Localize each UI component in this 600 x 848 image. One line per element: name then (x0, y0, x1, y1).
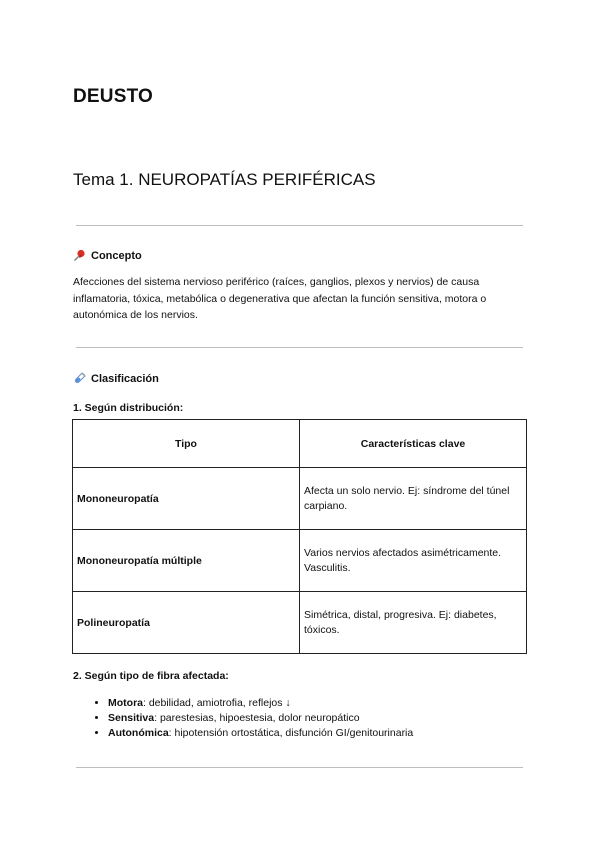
clasificacion-heading (73, 372, 159, 385)
fibra-list (88, 696, 413, 741)
concepto-text: Afecciones del sistema nervioso periférico (raíces, ganglios, plexos y nervios) de causa inflamatoria, tóxica, metabólica o degenerativa que afectan la función sensitiva, motora o autonómica de los nervios. (73, 276, 487, 321)
list-item (108, 696, 413, 711)
test-tube-icon (73, 372, 86, 385)
list-item (108, 726, 413, 741)
list-item-desc: : debilidad, amiotrofia, reflejos ↓ (143, 697, 291, 709)
classification-table (72, 419, 527, 654)
cell-tipo: Mononeuropatía (73, 468, 300, 530)
cell-caracteristicas: Varios nervios afectados asimétricamente. Vasculitis. (300, 530, 527, 592)
column-header-tipo: Tipo (73, 420, 300, 468)
table-header-row (73, 420, 527, 468)
page-title: Tema 1. NEUROPATÍAS PERIFÉRICAS (73, 170, 376, 189)
cell-tipo: Polineuropatía (73, 592, 300, 654)
pushpin-icon (73, 249, 86, 262)
table-row (73, 530, 527, 592)
distribucion-heading: 1. Según distribución: (73, 402, 184, 414)
clasificacion-heading-label: Clasificación (91, 372, 159, 385)
column-header-caracteristicas: Características clave (300, 420, 527, 468)
brand-title: DEUSTO (73, 86, 154, 107)
fibra-heading: 2. Según tipo de fibra afectada: (73, 670, 229, 682)
concepto-heading (73, 249, 142, 262)
list-item-term: Sensitiva (108, 712, 155, 724)
concepto-heading-label: Concepto (91, 249, 142, 262)
list-item (108, 711, 413, 726)
list-item-desc: : hipotensión ortostática, disfunción GI/genitourinaria (168, 727, 414, 739)
cell-caracteristicas: Afecta un solo nervio. Ej: síndrome del túnel carpiano. (300, 468, 527, 530)
table-row (73, 592, 527, 654)
table-row (73, 468, 527, 530)
list-item-desc: : parestesias, hipoestesia, dolor neuropático (154, 712, 360, 724)
list-item-term: Autonómica (108, 727, 169, 739)
cell-caracteristicas: Simétrica, distal, progresiva. Ej: diabetes, tóxicos. (300, 592, 527, 654)
divider (76, 347, 523, 348)
list-item-term: Motora (108, 697, 143, 709)
divider (76, 767, 523, 768)
cell-tipo: Mononeuropatía múltiple (73, 530, 300, 592)
divider (76, 225, 523, 226)
